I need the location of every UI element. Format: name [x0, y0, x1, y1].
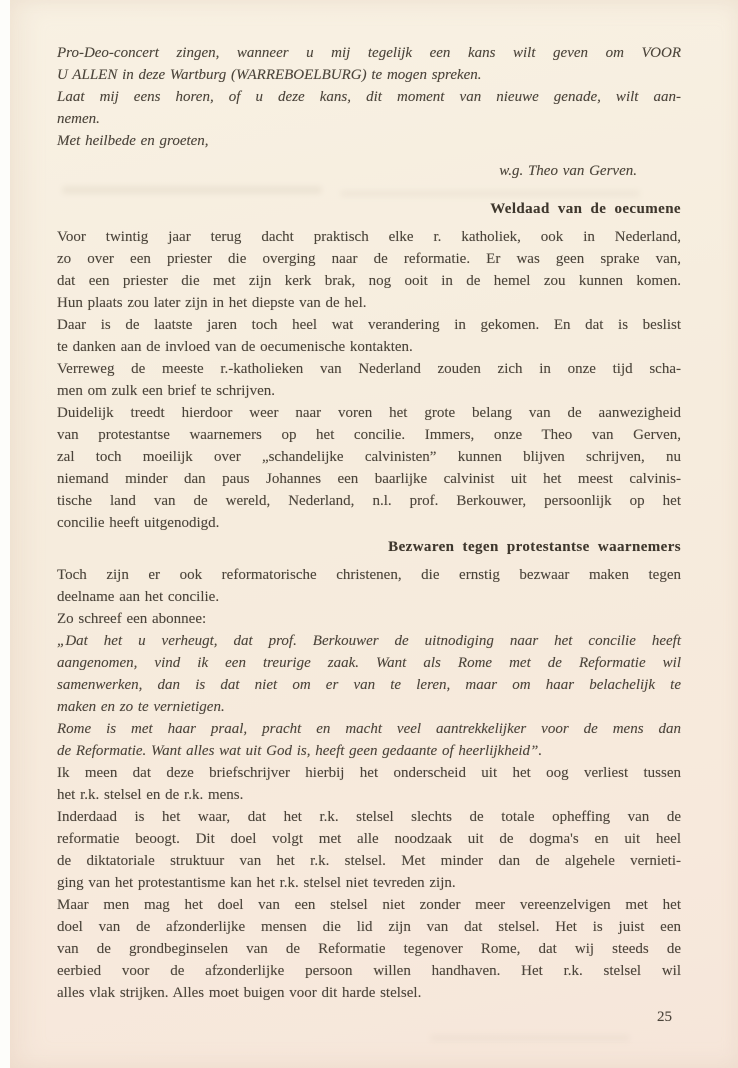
text-line: concilie heeft uitgenodigd. — [57, 515, 220, 531]
text-line: Zo schreef een abonnee: — [57, 611, 207, 627]
paragraph-oecumene — [57, 226, 681, 534]
text-line: Daar is de laatste jaren toch heel wat verandering in gekomen. En dat is beslist — [57, 317, 681, 333]
text-line: zal toch moeilijk over „schandelijke calvinisten” kunnen blijven schrijven, nu — [57, 449, 681, 465]
text-line: reformatie beoogt. Dit doel volgt met alle noodzaak uit de dogma's en uit heel — [57, 831, 681, 847]
text-line: doel van de afzonderlijke mensen die lid zijn van dat stelsel. Het is juist een — [57, 919, 681, 935]
text-line: niemand minder dan paus Johannes een baarlijke calvinist uit het meest calvinis- — [57, 471, 681, 487]
text-column — [57, 42, 681, 1028]
text-line: Verreweg de meeste r.-katholieken van Nederland zouden zich in onze tijd scha- — [57, 361, 681, 377]
paragraph-slot — [57, 762, 681, 1004]
letter-block — [57, 42, 681, 152]
text-line: van protestantse waarnemers op het concilie. Immers, onze Theo van Gerven, — [57, 427, 681, 443]
text-line: eerbied voor de afzonderlijke persoon willen handhaven. Het r.k. stelsel wil — [57, 963, 681, 979]
text-line: van de grondbeginselen van de Reformatie tegenover Rome, dat wij steeds de — [57, 941, 681, 957]
text-line: Maar men mag het doel van een stelsel niet zonder meer vereenzelvigen met het — [57, 897, 681, 913]
quote-block — [57, 630, 681, 762]
text-line: zo over een priester die overging naar de reformatie. Er was geen sprake van, — [57, 251, 681, 267]
text-line: het r.k. stelsel en de r.k. mens. — [57, 787, 244, 803]
text-line: Voor twintig jaar terug dacht praktisch elke r. katholiek, ook in Nederland, — [57, 229, 681, 245]
page-number: 25 — [657, 1009, 672, 1025]
text-line: Rome is met haar praal, pracht en macht veel aantrekkelijker voor de mens dan — [57, 721, 681, 737]
text-line: Weldaad van de oecumene — [490, 201, 681, 217]
text-line: „Dat het u verheugt, dat prof. Berkouwer de uitnodiging naar het concilie heeft — [57, 633, 681, 649]
text-line: alles vlak strijken. Alles moet buigen voor dit harde stelsel. — [57, 985, 422, 1001]
text-line: Toch zijn er ook reformatorische christenen, die ernstig bezwaar maken tegen — [57, 567, 681, 583]
text-line: w.g. Theo van Gerven. — [499, 163, 637, 179]
text-line: Pro-Deo-concert zingen, wanneer u mij tegelijk een kans wilt geven om VOOR — [57, 45, 681, 61]
text-line: Duidelijk treedt hierdoor weer naar voren het grote belang van de aanwezigheid — [57, 405, 681, 421]
text-line: men om zulk een brief te schrijven. — [57, 383, 276, 399]
text-line: Met heilbede en groeten, — [57, 133, 209, 149]
text-line: aangenomen, vind ik een treurige zaak. Want als Rome met de Reformatie wil — [57, 655, 681, 671]
paragraph-bezwaren-intro — [57, 564, 681, 630]
text-line: deelname aan het concilie. — [57, 589, 220, 605]
text-line: nemen. — [57, 111, 100, 127]
page-scan — [10, 0, 738, 1068]
bleed-through-smudge — [430, 1034, 630, 1042]
signature-block — [57, 160, 637, 182]
text-line: te danken aan de invloed van de oecumenische kontakten. — [57, 339, 413, 355]
text-line: de diktatoriale struktuur van het r.k. stelsel. Met minder dan de algehele vernieti- — [57, 853, 681, 869]
text-line: Bezwaren tegen protestantse waarnemers — [388, 539, 681, 555]
text-line: Inderdaad is het waar, dat het r.k. stelsel slechts de totale opheffing van de — [57, 809, 681, 825]
heading-bezwaren — [57, 536, 681, 558]
text-line: dat een priester die met zijn kerk brak, nog ooit in de hemel zou kunnen komen. — [57, 273, 681, 289]
text-line: maken en zo te vernietigen. — [57, 699, 225, 715]
text-line: Hun plaats zou later zijn in het diepste van de hel. — [57, 295, 367, 311]
text-line: Ik meen dat deze briefschrijver hierbij het onderscheid uit het oog verliest tussen — [57, 765, 681, 781]
text-line: ging van het protestantisme kan het r.k. stelsel niet tevreden zijn. — [57, 875, 456, 891]
text-line: de Reformatie. Want alles wat uit God is, heeft geen gedaante of heerlijkheid”. — [57, 743, 543, 759]
text-line: U ALLEN in deze Wartburg (WARREBOELBURG) te mogen spreken. — [57, 67, 482, 83]
text-line: samenwerken, dan is dat niet om er van te leren, maar om haar belachelijk te — [57, 677, 681, 693]
text-line: tische land van de wereld, Nederland, n.l. prof. Berkouwer, persoonlijk op het — [57, 493, 681, 509]
text-line: Laat mij eens horen, of u deze kans, dit moment van nieuwe genade, wilt aan- — [57, 89, 681, 105]
heading-weldaad — [57, 198, 681, 220]
